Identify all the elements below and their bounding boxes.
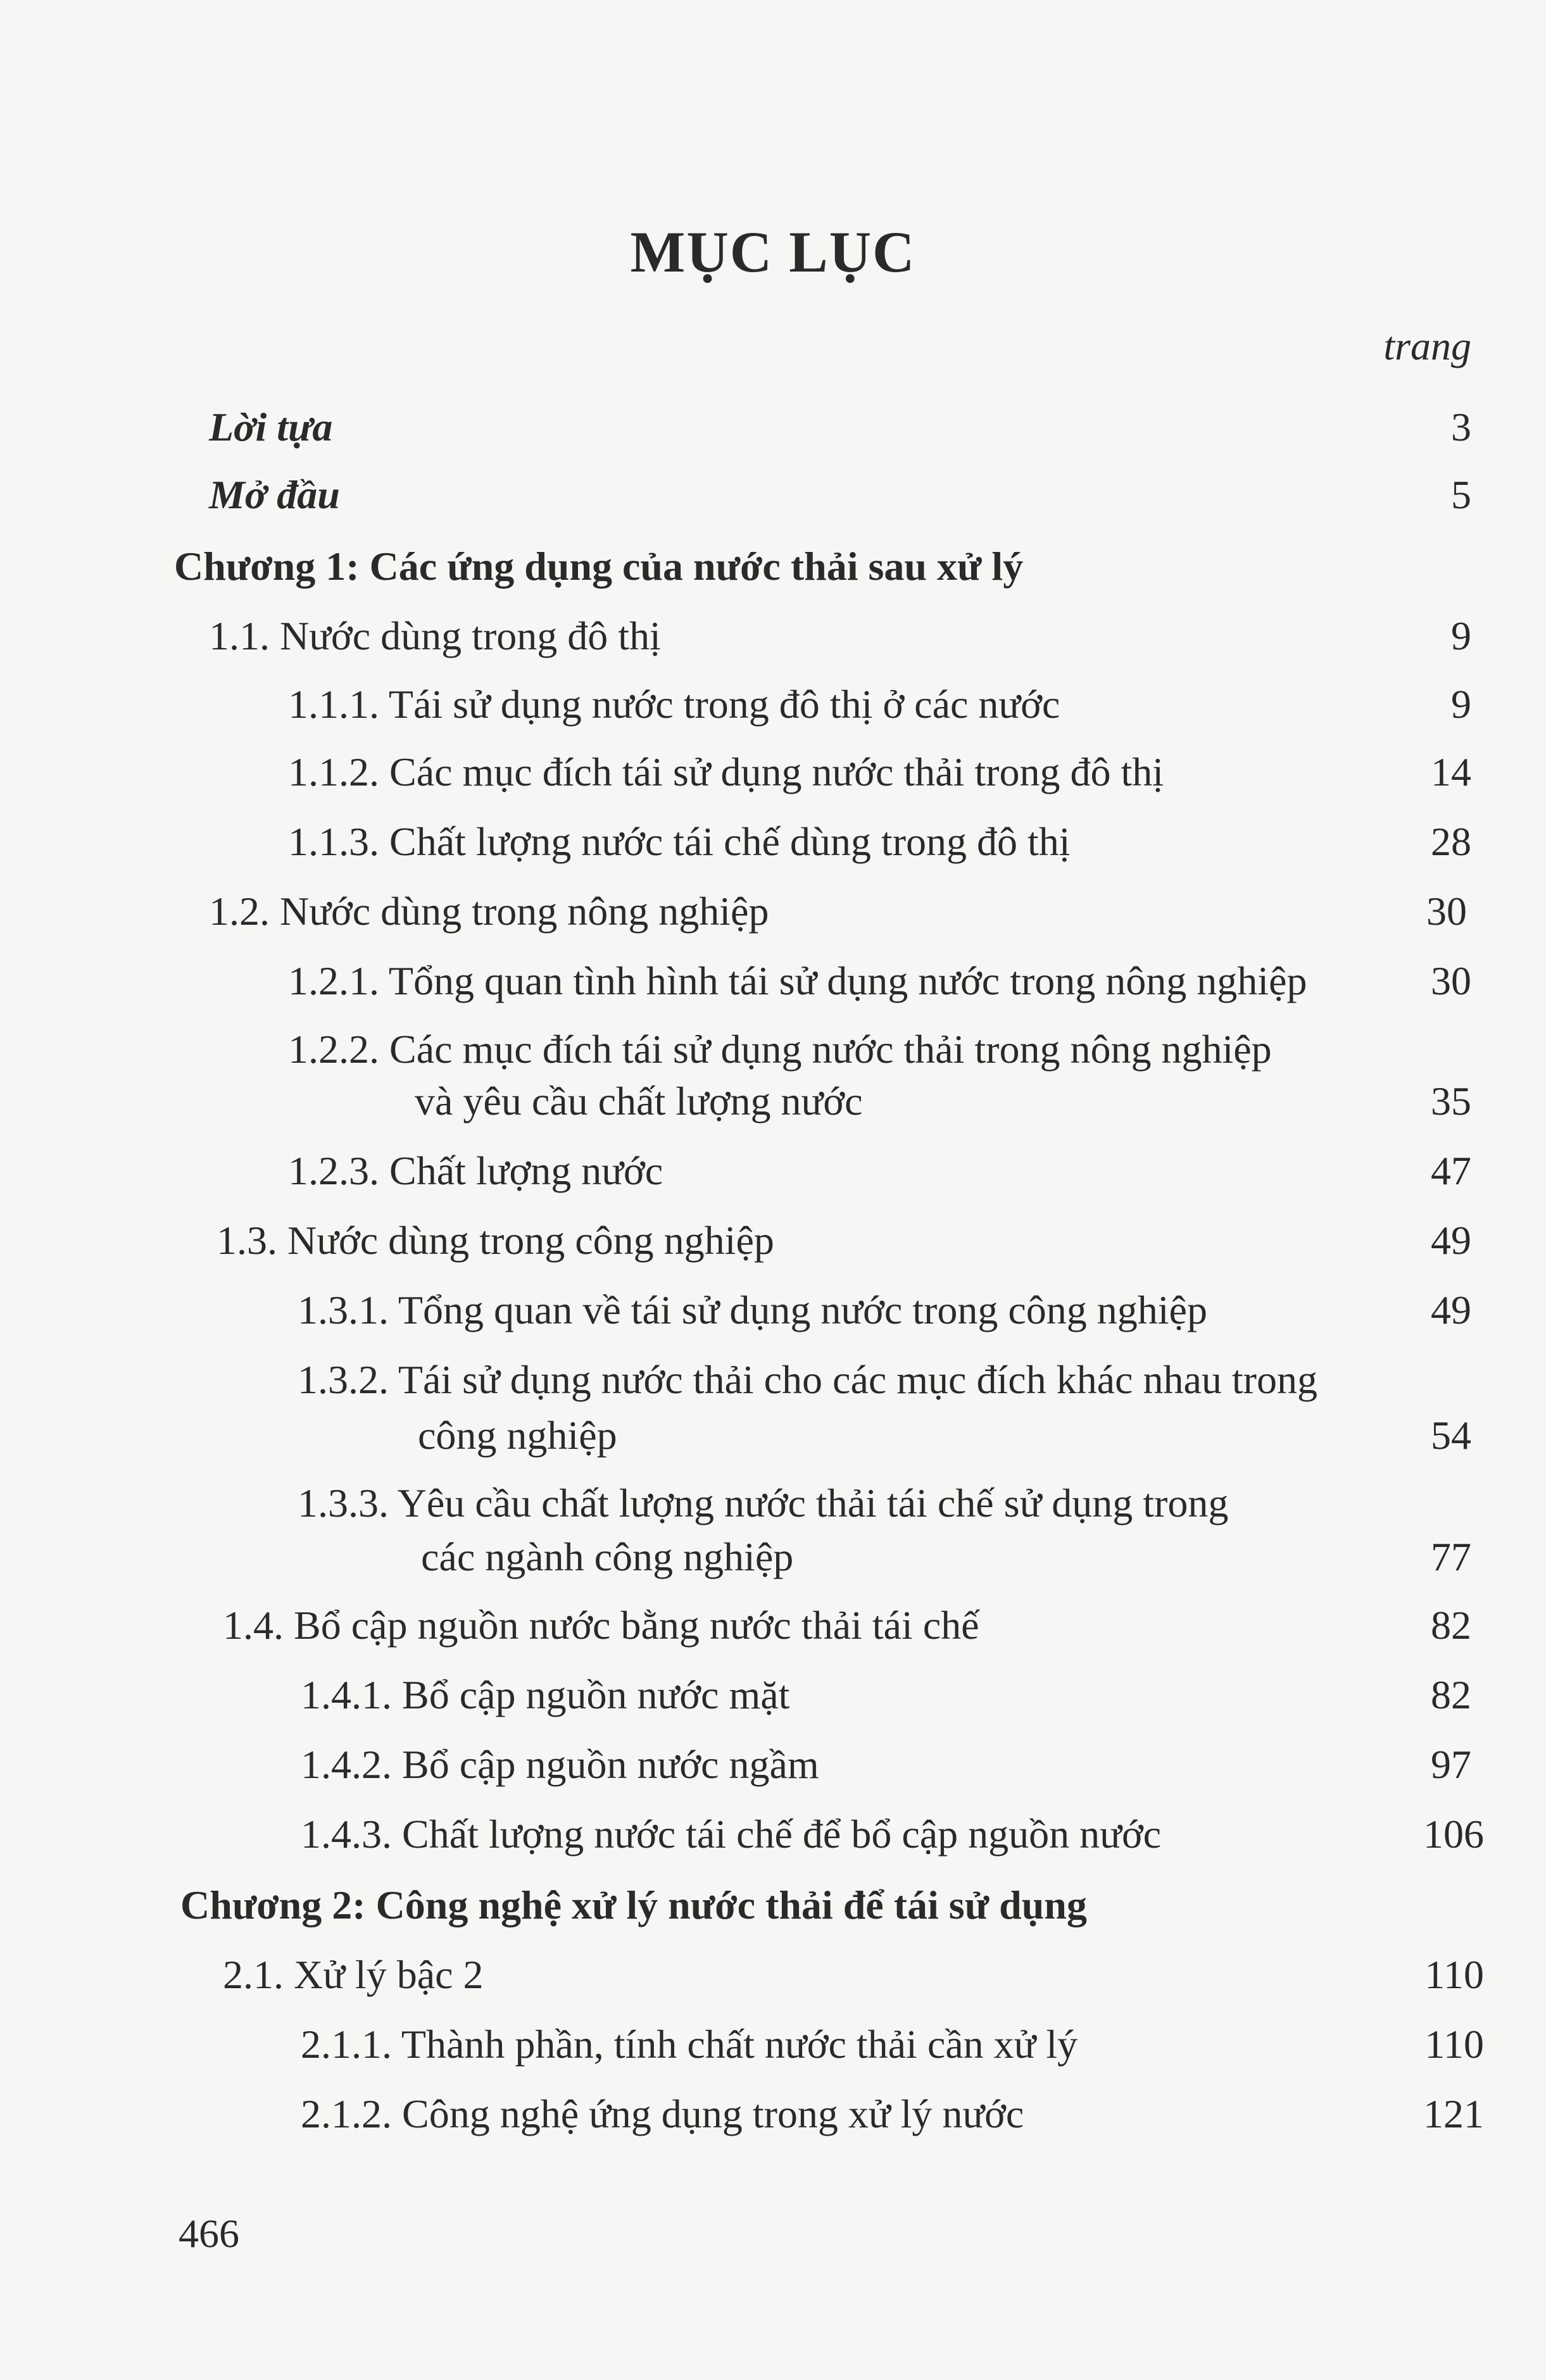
toc-entry-page: 3 [1451,404,1471,449]
toc-entry-page: 9 [1451,613,1471,658]
toc-entry-text: 1.2. Nước dùng trong nông nghiệp [209,889,769,934]
toc-chapter-heading: Chương 1: Các ứng dụng của nước thải sau xử lý [174,544,1024,589]
toc-entry-text: 1.4. Bổ cập nguồn nước bằng nước thải tái chế [223,1603,979,1648]
toc-entry-page: 110 [1424,2022,1484,2067]
toc-entry-text-continuation: các ngành công nghiệp [421,1534,794,1579]
toc-entry-page: 54 [1431,1413,1471,1458]
toc-chapter-heading: Chương 2: Công nghệ xử lý nước thải để tái sử dụng [180,1882,1087,1927]
toc-entry-page: 77 [1431,1534,1471,1579]
page-title: MỤC LỤC [630,220,916,284]
page-column-label: trang [1383,323,1471,368]
toc-entry-page: 121 [1423,2091,1484,2136]
toc-entry-page: 5 [1451,472,1471,517]
toc-entry-page: 9 [1451,682,1471,727]
toc-entry-text: 1.3.3. Yêu cầu chất lượng nước thải tái chế sử dụng trong [298,1481,1229,1525]
toc-entry-page: 82 [1431,1672,1471,1717]
toc-entry-text: 2.1.1. Thành phần, tính chất nước thải cần xử lý [301,2022,1078,2067]
toc-entry-text: 2.1.2. Công nghệ ứng dụng trong xử lý nước [301,2091,1024,2136]
toc-entry-text-continuation: và yêu cầu chất lượng nước [415,1079,863,1124]
toc-entry-text: 1.1.2. Các mục đích tái sử dụng nước thải trong đô thị [288,749,1164,794]
toc-entry-text: 1.1.1. Tái sử dụng nước trong đô thị ở các nước [288,682,1060,727]
toc-entry-text: 1.2.1. Tổng quan tình hình tái sử dụng nước trong nông nghiệp [288,958,1307,1003]
toc-entry-text: 1.4.2. Bổ cập nguồn nước ngầm [301,1742,819,1787]
toc-entry-page: 106 [1423,1812,1484,1857]
toc-entry-page: 28 [1431,819,1471,864]
toc-entry-page: 97 [1431,1742,1471,1787]
toc-entry-page: 35 [1431,1079,1471,1124]
toc-entry-text: 1.1. Nước dùng trong đô thị [209,613,661,658]
toc-entry-page: 82 [1431,1603,1471,1648]
toc-entry-text: Mở đầu [209,472,340,517]
toc-entry-text: 1.3. Nước dùng trong công nghiệp [217,1218,774,1263]
toc-entry-text: 1.3.2. Tái sử dụng nước thải cho các mục đích khác nhau trong [298,1357,1317,1402]
toc-entry-text: 1.4.3. Chất lượng nước tái chế để bổ cập nguồn nước [301,1812,1162,1857]
toc-entry-text: 1.3.1. Tổng quan về tái sử dụng nước trong công nghiệp [298,1287,1207,1332]
toc-entry-page: 30 [1431,958,1471,1003]
toc-entry-text: 1.4.1. Bổ cập nguồn nước mặt [301,1672,790,1717]
page-number: 466 [179,2211,239,2256]
toc-entry-text: 2.1. Xử lý bậc 2 [223,1952,484,1997]
toc-entry-page: 49 [1431,1218,1471,1263]
toc-entry-text-continuation: công nghiệp [418,1413,617,1458]
toc-entry-page: 30 [1426,889,1467,934]
toc-entry-page: 49 [1431,1287,1471,1332]
toc-entry-page: 47 [1431,1148,1471,1193]
toc-entry-text: Lời tựa [209,404,333,449]
toc-entry-page: 14 [1431,749,1471,794]
toc-entry-text: 1.2.2. Các mục đích tái sử dụng nước thải trong nông nghiệp [288,1027,1272,1072]
toc-entry-text: 1.2.3. Chất lượng nước [288,1148,663,1193]
toc-entry-page: 110 [1424,1952,1484,1997]
toc-entry-text: 1.1.3. Chất lượng nước tái chế dùng trong đô thị [288,819,1071,864]
